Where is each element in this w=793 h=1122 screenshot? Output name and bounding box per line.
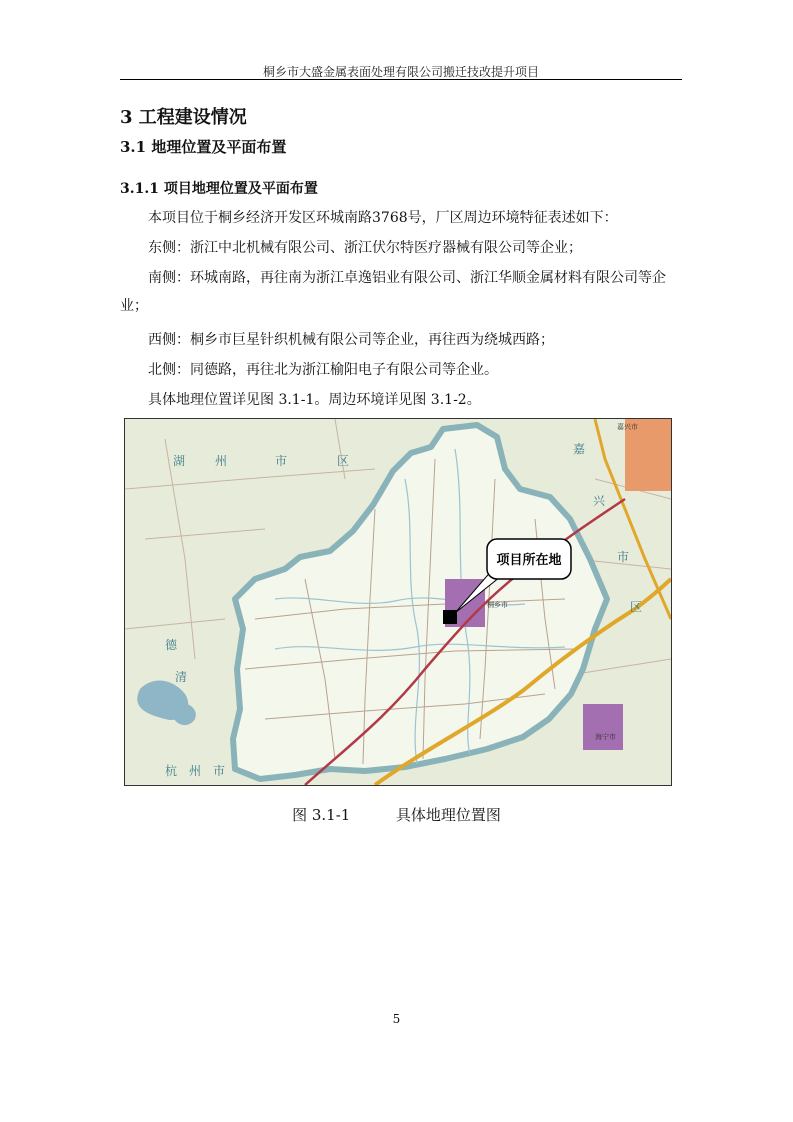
section-heading-2: 3.1 地理位置及平面布置 — [120, 138, 287, 156]
header-rule — [120, 79, 682, 80]
paragraph-west: 西侧：桐乡市巨星针织机械有限公司等企业，再往西为绕城西路； — [148, 332, 554, 348]
region-label: 州 — [189, 764, 202, 778]
region-label: 杭 — [165, 764, 178, 778]
figure-number: 图 3.1-1 — [292, 806, 351, 824]
region-label: 湖 — [173, 454, 186, 468]
urban-area-haining — [583, 704, 623, 750]
section-heading-3: 3.1.1 项目地理位置及平面布置 — [120, 181, 318, 197]
paragraph-figure-ref: 具体地理位置详见图 3.1-1。周边环境详见图 3.1-2。 — [148, 392, 481, 408]
town-label-jiaxing: 嘉兴市 — [617, 423, 638, 431]
region-label: 嘉 — [573, 442, 586, 456]
region-label: 市 — [275, 454, 288, 468]
region-label: 兴 — [593, 494, 606, 508]
town-label-haining: 海宁市 — [595, 733, 616, 741]
figure-title: 具体地理位置图 — [395, 806, 501, 824]
figure-caption — [0, 804, 793, 825]
region-label: 区 — [630, 600, 643, 614]
paragraph-north: 北侧：同德路，再往北为浙江榆阳电子有限公司等企业。 — [148, 362, 498, 378]
running-header: 桐乡市大盛金属表面处理有限公司搬迁技改提升项目 — [262, 65, 539, 79]
region-label: 州 — [215, 454, 228, 468]
town-label-tongxiang: 桐乡市 — [487, 601, 508, 609]
paragraph-location: 本项目位于桐乡经济开发区环城南路3768号，厂区周边环境特征表述如下： — [148, 210, 618, 226]
paragraph-east: 东侧：浙江中北机械有限公司、浙江伏尔特医疗器械有限公司等企业； — [148, 240, 582, 256]
page-number: 5 — [392, 1012, 401, 1026]
location-map — [124, 418, 672, 786]
project-location-marker — [443, 610, 457, 624]
region-label: 德 — [165, 638, 178, 652]
region-label: 市 — [617, 550, 630, 564]
section-heading-1: 3 工程建设情况 — [120, 107, 247, 128]
map-graphic — [125, 419, 671, 785]
region-label: 区 — [337, 454, 350, 468]
region-label: 市 — [213, 764, 226, 778]
region-label: 清 — [175, 670, 188, 684]
callout-label: 项目所在地 — [496, 553, 562, 568]
paragraph-south: 南侧：环城南路，再往南为浙江卓逸铝业有限公司、浙江华顺金属材料有限公司等企业； — [120, 270, 666, 314]
